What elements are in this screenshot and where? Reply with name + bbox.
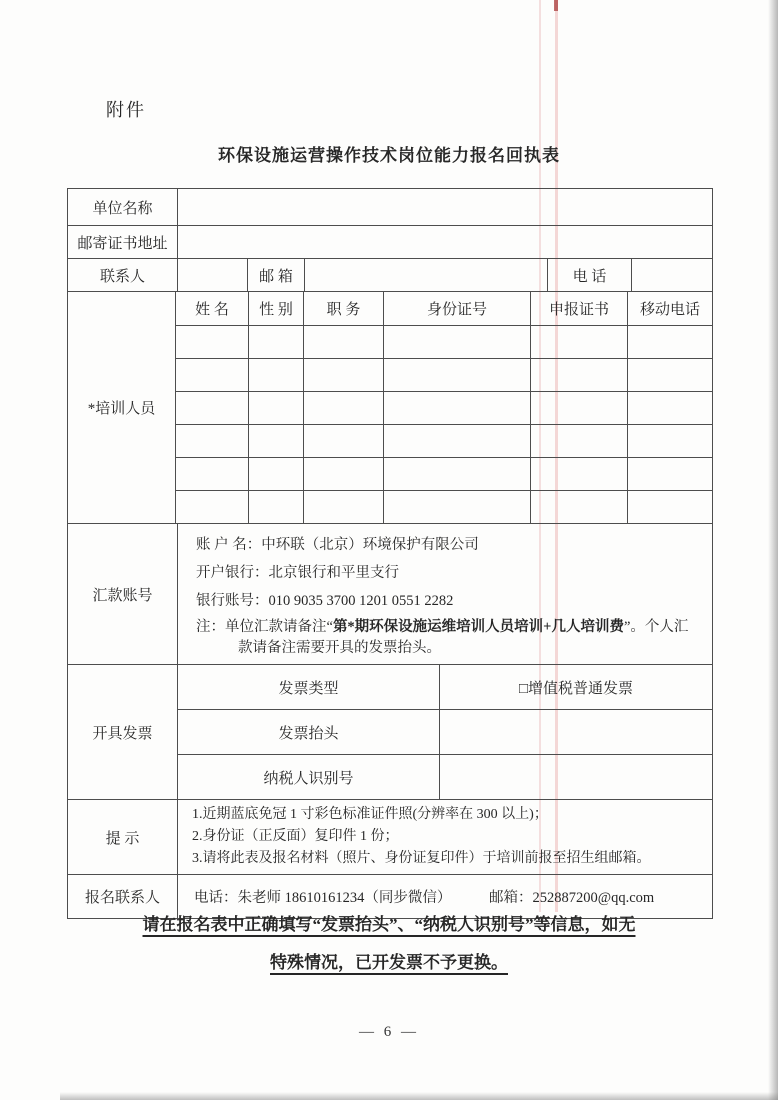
- invoice-label: 开具发票: [68, 665, 178, 800]
- unit-name-row: [68, 189, 713, 226]
- mailing-address-value-cell: [178, 226, 713, 259]
- contact-row: [68, 259, 713, 292]
- remittance-label: 汇款账号: [68, 524, 178, 665]
- col-header-name: 姓 名: [176, 292, 249, 326]
- tips-section: [67, 799, 713, 875]
- info-section: [67, 188, 713, 292]
- phone-label: 电 话: [548, 259, 632, 292]
- registration-contact-label: 报名联系人: [68, 875, 178, 919]
- col-header-mobile: 移动电话: [628, 292, 713, 326]
- bank-name: 开户银行：北京银行和平里支行: [196, 565, 399, 581]
- unit-name-label: 单位名称: [68, 189, 178, 226]
- phone-value-cell: [632, 259, 713, 292]
- taxid-value-cell: [440, 755, 713, 800]
- email-value-cell: [305, 259, 548, 292]
- mailing-address-label: 邮寄证书地址: [68, 226, 178, 259]
- account-number: 银行账号：010 9035 3700 1201 0551 2282: [196, 593, 454, 609]
- remittance-row: [68, 524, 713, 665]
- scan-edge-shadow-right: [768, 0, 778, 1100]
- page-number: — 6 —: [359, 1024, 419, 1040]
- trainees-section: [67, 291, 713, 524]
- unit-name-value-cell: [178, 189, 713, 226]
- tip-item: 3.请将此表及报名材料（照片、身份证复印件）于培训前报至招生组邮箱。: [192, 851, 651, 866]
- personnel-header-row: [68, 292, 713, 326]
- page-title: 环保设施运营操作技术岗位能力报名回执表: [218, 146, 560, 165]
- contact-value-cell: [178, 259, 248, 292]
- footnote: [0, 906, 778, 982]
- remittance-note: 注：单位汇款请备注“第*期环保设施运维培训人员培训+几人培训费”。个人汇款请备注需要开具的发票抬头。: [196, 619, 689, 656]
- tip-item: 2.身份证（正反面）复印件 1 份；: [192, 829, 399, 844]
- mailing-address-row: [68, 226, 713, 259]
- contact-phone: 电话：朱老师 18610161234（同步微信）: [194, 890, 452, 906]
- invoice-type-row: [68, 665, 713, 710]
- remittance-details: [178, 524, 713, 665]
- remittance-section: [67, 523, 713, 665]
- contact-label: 联系人: [68, 259, 178, 292]
- email-label: 邮 箱: [248, 259, 305, 292]
- taxid-label: 纳税人识别号: [178, 755, 440, 800]
- attachment-label: 附件: [106, 100, 146, 120]
- invoice-title-label: 发票抬头: [178, 710, 440, 755]
- registration-form-table: [67, 188, 712, 919]
- invoice-type-label: 发票类型: [178, 665, 440, 710]
- contact-email: 邮箱：252887200@qq.com: [489, 890, 655, 906]
- invoice-type-value: □增值税普通发票: [440, 665, 713, 710]
- footnote-line1: 请在报名表中正确填写“发票抬头”、“纳税人识别号”等信息，如无: [142, 915, 636, 934]
- tips-row: [68, 800, 713, 875]
- col-header-position: 职 务: [304, 292, 384, 326]
- col-header-idnumber: 身份证号: [384, 292, 531, 326]
- tips-label: 提 示: [68, 800, 178, 875]
- invoice-section: [67, 664, 713, 800]
- invoice-title-value-cell: [440, 710, 713, 755]
- col-header-gender: 性 别: [249, 292, 304, 326]
- col-header-certificate: 申报证书: [531, 292, 628, 326]
- remittance-note-bold: 第*期环保设施运维培训人员培训+几人培训费: [332, 619, 624, 635]
- footnote-line2: 特殊情况，已开发票不予更换。: [270, 953, 508, 972]
- tip-item: 1.近期蓝底免冠 1 寸彩色标准证件照(分辨率在 300 以上)；: [192, 807, 548, 822]
- scan-artifact-red-tick: [554, 0, 558, 11]
- account-name: 账 户 名：中环联（北京）环境保护有限公司: [196, 537, 479, 553]
- trainees-label: *培训人员: [68, 292, 176, 524]
- scan-edge-shadow-bottom: [60, 1092, 778, 1100]
- tips-content: [178, 800, 713, 875]
